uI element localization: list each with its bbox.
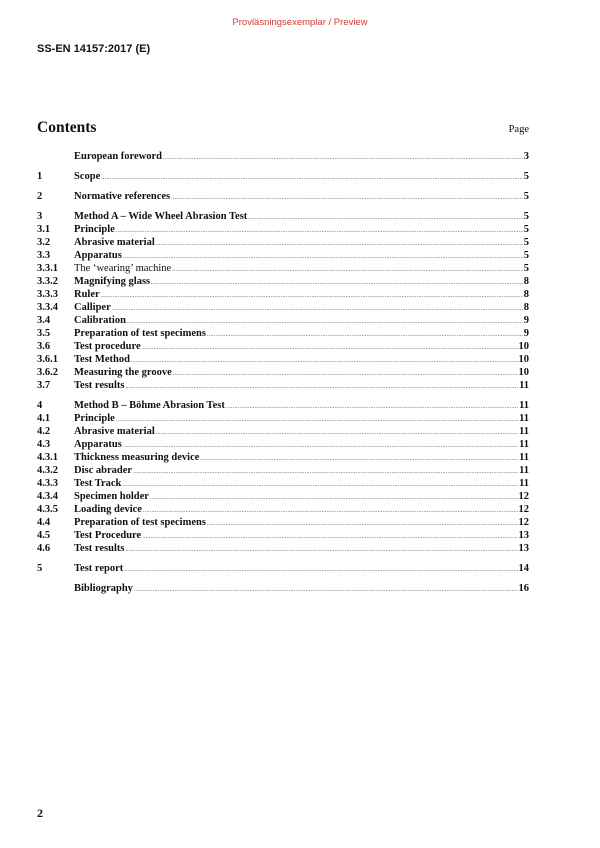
toc-entry-number: 4.3.2 — [37, 465, 58, 476]
toc-entry-page: 10 — [518, 354, 529, 365]
toc-entry-page: 5 — [523, 191, 529, 202]
toc-entry-title: Abrasive material — [74, 237, 155, 248]
page-number: 2 — [37, 806, 43, 820]
toc-entry-title: Calliper — [74, 302, 111, 313]
toc-dot-leader — [125, 547, 517, 553]
toc-entry-title: Principle — [74, 224, 115, 235]
toc-entry[interactable] — [37, 478, 529, 491]
toc-entry-title: Ruler — [74, 289, 100, 300]
toc-entry[interactable] — [37, 504, 529, 517]
toc-dot-leader — [131, 358, 518, 364]
toc-entry-title: Normative references — [74, 191, 171, 202]
toc-entry-title: Thickness measuring device — [74, 452, 200, 463]
toc-dot-leader — [123, 254, 523, 260]
toc-entry-page: 9 — [523, 315, 529, 326]
toc-entry-page: 11 — [519, 380, 529, 391]
toc-entry-number: 3.1 — [37, 224, 51, 235]
toc-dot-leader — [125, 384, 518, 390]
toc-entry-number: 1 — [37, 171, 43, 182]
toc-entry-number: 3.3.1 — [37, 263, 58, 274]
toc-entry-title: The ‘wearing’ machine — [74, 263, 172, 274]
toc-entry-number: 4.4 — [37, 517, 51, 528]
toc-entry-number: 3.3.3 — [37, 289, 58, 300]
contents-title: Contents — [37, 119, 97, 136]
toc-entry[interactable] — [37, 302, 529, 315]
toc-entry[interactable] — [37, 191, 529, 204]
toc-entry-page: 11 — [519, 439, 529, 450]
toc-entry-page: 5 — [523, 237, 529, 248]
toc-entry[interactable] — [37, 354, 529, 367]
toc-dot-leader — [142, 534, 517, 540]
toc-dot-leader — [124, 567, 517, 573]
toc-entry-title: Disc abrader — [74, 465, 133, 476]
toc-entry-title: Preparation of test specimens — [74, 328, 206, 339]
toc-entry-number: 4.3.1 — [37, 452, 58, 463]
toc-dot-leader — [122, 482, 518, 488]
toc-dot-leader — [101, 293, 523, 299]
toc-entry-page: 12 — [518, 517, 529, 528]
toc-entry-number: 4 — [37, 400, 43, 411]
toc-entry-number: 4.5 — [37, 530, 51, 541]
toc-entry-title: Test report — [74, 563, 124, 574]
toc-entry-page: 5 — [523, 224, 529, 235]
document-id: SS-EN 14157:2017 (E) — [37, 43, 151, 55]
toc-entry-title: Measuring the groove — [74, 367, 172, 378]
toc-dot-leader — [123, 443, 518, 449]
toc-dot-leader — [134, 587, 518, 593]
toc-dot-leader — [150, 495, 518, 501]
toc-dot-leader — [156, 430, 518, 436]
toc-entry-number: 3.3.2 — [37, 276, 58, 287]
toc-entry-title: Test results — [74, 380, 125, 391]
toc-dot-leader — [248, 215, 522, 221]
toc-entry-page: 9 — [523, 328, 529, 339]
toc-entry-page: 5 — [523, 171, 529, 182]
toc-entry-title: Calibration — [74, 315, 126, 326]
toc-entry-title: Method A – Wide Wheel Abrasion Test — [74, 211, 248, 222]
toc-entry[interactable] — [37, 400, 529, 413]
toc-dot-leader — [226, 404, 518, 410]
toc-entry-title: Test procedure — [74, 341, 141, 352]
toc-entry-number: 4.3.5 — [37, 504, 58, 515]
toc-entry[interactable] — [37, 563, 529, 576]
toc-entry-page: 14 — [518, 563, 529, 574]
toc-entry-title: Test Method — [74, 354, 130, 365]
toc-dot-leader — [163, 155, 523, 161]
toc-entry-number: 3.6.2 — [37, 367, 58, 378]
toc-dot-leader — [101, 175, 523, 181]
toc-entry-title: Principle — [74, 413, 115, 424]
toc-entry-number: 4.3.4 — [37, 491, 58, 502]
toc-entry-page: 13 — [518, 543, 529, 554]
toc-entry-number: 3.3 — [37, 250, 51, 261]
toc-entry-number: 5 — [37, 563, 43, 574]
toc-entry-page: 12 — [518, 491, 529, 502]
toc-entry-page: 13 — [518, 530, 529, 541]
toc-entry[interactable] — [37, 276, 529, 289]
toc-entry-number: 4.3 — [37, 439, 51, 450]
toc-entry[interactable] — [37, 543, 529, 556]
toc-entry-number: 3.3.4 — [37, 302, 58, 313]
toc-entry-title: Specimen holder — [74, 491, 149, 502]
toc-entry-page: 5 — [523, 263, 529, 274]
toc-dot-leader — [116, 417, 518, 423]
toc-entry[interactable] — [37, 171, 529, 184]
toc-entry-title: Test Track — [74, 478, 122, 489]
toc-entry-page: 11 — [519, 452, 529, 463]
toc-entry-number: 3.6.1 — [37, 354, 58, 365]
toc-entry-title: Scope — [74, 171, 101, 182]
toc-entry-page: 10 — [518, 341, 529, 352]
toc-entry-title: Method B – Böhme Abrasion Test — [74, 400, 225, 411]
toc-entry-page: 3 — [523, 151, 529, 162]
toc-entry[interactable] — [37, 237, 529, 250]
toc-entry-number: 4.2 — [37, 426, 51, 437]
toc-entry[interactable] — [37, 367, 529, 380]
toc-dot-leader — [127, 319, 523, 325]
toc-entry[interactable] — [37, 530, 529, 543]
page-column-label: Page — [508, 124, 529, 135]
toc-entry[interactable] — [37, 315, 529, 328]
toc-entry[interactable] — [37, 211, 529, 224]
toc-entry-title: Test Procedure — [74, 530, 142, 541]
toc-dot-leader — [207, 332, 523, 338]
toc-entry-title: Abrasive material — [74, 426, 155, 437]
toc-entry-title: Apparatus — [74, 250, 122, 261]
toc-entry-title: Apparatus — [74, 439, 122, 450]
contents-header — [37, 119, 529, 137]
toc-dot-leader — [200, 456, 518, 462]
toc-entry[interactable] — [37, 263, 529, 276]
toc-entry-title: Preparation of test specimens — [74, 517, 206, 528]
toc-dot-leader — [151, 280, 523, 286]
toc-entry[interactable] — [37, 380, 529, 393]
toc-entry[interactable] — [37, 517, 529, 530]
toc-entry[interactable] — [37, 465, 529, 478]
toc-entry-title: Magnifying glass — [74, 276, 151, 287]
toc-entry-number: 3.7 — [37, 380, 51, 391]
toc-entry[interactable] — [37, 250, 529, 263]
toc-entry-title: Test results — [74, 543, 125, 554]
toc-entry[interactable] — [37, 328, 529, 341]
toc-entry-title: Bibliography — [74, 583, 133, 594]
toc-entry[interactable] — [37, 224, 529, 237]
toc-dot-leader — [143, 508, 518, 514]
toc-entry[interactable] — [37, 289, 529, 302]
toc-entry-page: 11 — [519, 426, 529, 437]
toc-dot-leader — [133, 469, 518, 475]
toc-entry-number: 4.3.3 — [37, 478, 58, 489]
toc-dot-leader — [116, 228, 523, 234]
toc-dot-leader — [156, 241, 523, 247]
toc-entry-page: 8 — [523, 276, 529, 287]
toc-entry-page: 11 — [519, 478, 529, 489]
toc-entry[interactable] — [37, 413, 529, 426]
table-of-contents — [37, 151, 529, 596]
toc-entry-page: 16 — [518, 583, 529, 594]
toc-entry-page: 12 — [518, 504, 529, 515]
toc-dot-leader — [171, 195, 523, 201]
toc-entry[interactable] — [37, 439, 529, 452]
toc-entry-page: 8 — [523, 289, 529, 300]
toc-entry-page: 11 — [519, 400, 529, 411]
toc-dot-leader — [172, 267, 523, 273]
toc-dot-leader — [173, 371, 518, 377]
toc-entry[interactable] — [37, 452, 529, 465]
toc-entry-page: 8 — [523, 302, 529, 313]
toc-dot-leader — [142, 345, 518, 351]
toc-entry-number: 2 — [37, 191, 43, 202]
toc-entry[interactable] — [37, 426, 529, 439]
toc-dot-leader — [207, 521, 518, 527]
toc-entry-page: 10 — [518, 367, 529, 378]
toc-entry[interactable] — [37, 341, 529, 354]
toc-entry-number: 3.5 — [37, 328, 51, 339]
toc-entry-title: Loading device — [74, 504, 142, 515]
toc-entry[interactable] — [37, 151, 529, 164]
toc-entry-number: 3.6 — [37, 341, 51, 352]
toc-entry-title: European foreword — [74, 151, 162, 162]
toc-entry-number: 4.1 — [37, 413, 51, 424]
toc-entry-number: 3.2 — [37, 237, 51, 248]
toc-entry-page: 11 — [519, 465, 529, 476]
toc-entry-number: 3.4 — [37, 315, 51, 326]
preview-banner: Provläsningsexemplar / Preview — [232, 17, 368, 28]
toc-entry[interactable] — [37, 491, 529, 504]
toc-dot-leader — [112, 306, 523, 312]
toc-entry[interactable] — [37, 583, 529, 596]
toc-entry-page: 5 — [523, 250, 529, 261]
toc-entry-page: 11 — [519, 413, 529, 424]
toc-entry-page: 5 — [523, 211, 529, 222]
toc-entry-number: 3 — [37, 211, 43, 222]
toc-entry-number: 4.6 — [37, 543, 51, 554]
